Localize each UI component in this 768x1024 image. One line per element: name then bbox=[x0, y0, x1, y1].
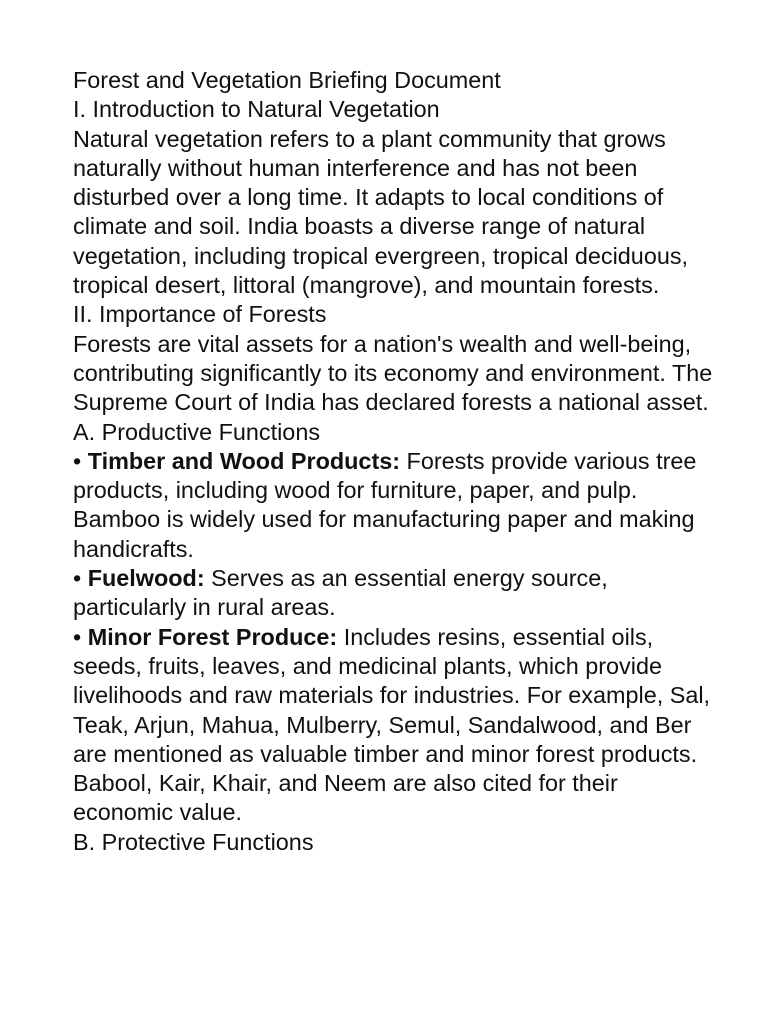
subsection-b-heading: B. Protective Functions bbox=[73, 828, 314, 855]
section-2-heading: II. Importance of Forests bbox=[73, 301, 327, 328]
bullet-term: Timber and Wood Products: bbox=[87, 447, 401, 474]
bullet-marker: • bbox=[73, 623, 82, 650]
document-page bbox=[73, 66, 713, 857]
bullet-term: Fuelwood: bbox=[87, 565, 205, 592]
bullet-term: Minor Forest Produce: bbox=[87, 623, 338, 650]
section-2-paragraph: Forests are vital assets for a nation's wealth and well-being, contributing significantly to its economy and environment. The Supreme Court of India has declared forests a national asset. bbox=[73, 330, 713, 416]
subsection-a-heading: A. Productive Functions bbox=[73, 418, 321, 445]
bullet-text: Serves as an essential energy source, particularly in rural areas. bbox=[73, 565, 608, 621]
bullet-marker: • bbox=[73, 447, 82, 474]
section-1-heading: I. Introduction to Natural Vegetation bbox=[73, 96, 440, 123]
bullet-item-minor-forest-produce bbox=[73, 623, 713, 828]
bullet-text: Forests provide various tree products, including wood for furniture, paper, and pulp. Bamboo is widely used for manufacturing paper and making handicrafts. bbox=[73, 447, 697, 562]
section-1-paragraph: Natural vegetation refers to a plant community that grows naturally without human interference and has not been disturbed over a long time. It adapts to local conditions of climate and soil. India boasts a diverse range of natural vegetation, including tropical evergreen, tropical deciduous, tropical desert, littoral (mangrove), and mountain forests. bbox=[73, 125, 689, 299]
bullet-marker: • bbox=[73, 565, 82, 592]
bullet-item-timber bbox=[73, 447, 713, 564]
bullet-item-fuelwood bbox=[73, 564, 713, 623]
document-title: Forest and Vegetation Briefing Document bbox=[73, 67, 501, 93]
bullet-text: Includes resins, essential oils, seeds, fruits, leaves, and medicinal plants, which provide livelihoods and raw materials for industries. For example, Sal, Teak, Arjun, Mahua, Mulberry, Semul, Sandalwood, and Ber are mentioned as valuable timber and minor forest products. Babool, Kair, Khair, and Neem are also cited for their economic value. bbox=[73, 623, 711, 826]
